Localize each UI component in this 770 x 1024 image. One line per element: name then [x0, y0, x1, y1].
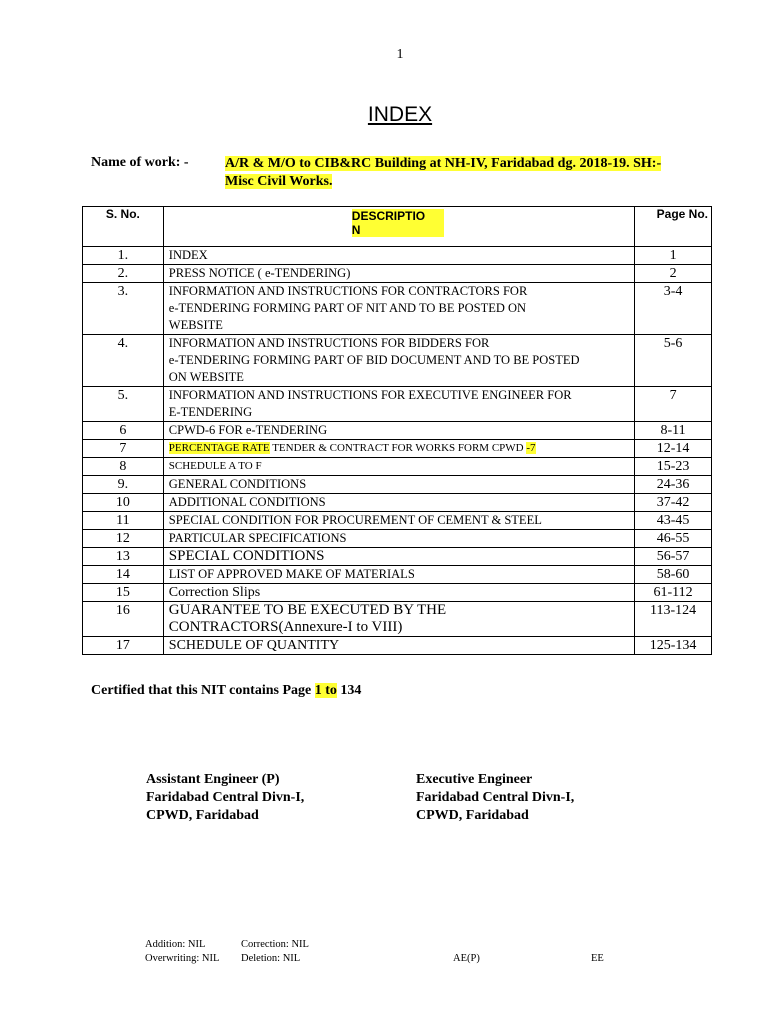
- row-page: 2: [635, 265, 712, 283]
- certified-prefix: Certified that this NIT contains Page: [91, 683, 315, 698]
- row-page: 5-6: [635, 335, 712, 387]
- row-page: 12-14: [635, 440, 712, 458]
- signatory-line: Faridabad Central Divn-I,: [146, 790, 305, 805]
- row-page: 56-57: [635, 548, 712, 566]
- desc-line: INFORMATION AND INSTRUCTIONS FOR BIDDERS FOR: [168, 336, 490, 350]
- name-of-work-value: [225, 155, 705, 191]
- desc-highlight: -7: [526, 442, 536, 454]
- table-row: [83, 530, 712, 548]
- row-description: [163, 548, 634, 566]
- desc-line: SPECIAL CONDITION FOR PROCUREMENT OF CEMENT & STEEL: [168, 513, 542, 527]
- footer-addition: Addition: NIL: [145, 939, 206, 950]
- row-sno: 17: [83, 637, 164, 655]
- row-sno: 2.: [83, 265, 164, 283]
- desc-line: INDEX: [168, 248, 208, 262]
- row-sno: 6: [83, 422, 164, 440]
- header-page-no: Page No.: [635, 207, 712, 247]
- row-page: 61-112: [635, 584, 712, 602]
- table-row: [83, 247, 712, 265]
- table-row: [83, 476, 712, 494]
- desc-line: E-TENDERING: [168, 405, 253, 419]
- table-row: [83, 548, 712, 566]
- desc-line: SPECIAL CONDITIONS: [168, 548, 325, 564]
- desc-line: ADDITIONAL CONDITIONS: [168, 495, 326, 509]
- table-header-row: [83, 207, 712, 247]
- footer-overwriting: Overwriting: NIL: [145, 953, 220, 964]
- row-description: [163, 247, 634, 265]
- row-description: [163, 387, 634, 422]
- row-sno: 5.: [83, 387, 164, 422]
- row-sno: 8: [83, 458, 164, 476]
- signatory-line: Executive Engineer: [416, 772, 533, 787]
- signatory-executive-engineer: [416, 771, 574, 825]
- certified-highlight: 1 to: [314, 683, 337, 698]
- desc-line: GENERAL CONDITIONS: [168, 477, 307, 491]
- footer-correction: Correction: NIL: [241, 939, 309, 950]
- table-row: [83, 512, 712, 530]
- row-page: 15-23: [635, 458, 712, 476]
- footer-ae: AE(P): [453, 953, 480, 964]
- row-page: 7: [635, 387, 712, 422]
- row-description: [163, 566, 634, 584]
- row-description: [163, 530, 634, 548]
- signatory-line: CPWD, Faridabad: [416, 808, 529, 823]
- row-sno: 13: [83, 548, 164, 566]
- row-description: [163, 584, 634, 602]
- table-row: [83, 265, 712, 283]
- row-page: 113-124: [635, 602, 712, 637]
- row-description: [163, 476, 634, 494]
- table-row: [83, 335, 712, 387]
- row-sno: 1.: [83, 247, 164, 265]
- table-row: [83, 387, 712, 422]
- header-description: [163, 207, 634, 247]
- table-row: [83, 637, 712, 655]
- footer-addition-overwriting: [145, 938, 219, 966]
- index-table: [82, 206, 712, 655]
- row-description: [163, 283, 634, 335]
- desc-line: GUARANTEE TO BE EXECUTED BY THE: [168, 602, 447, 618]
- row-sno: 15: [83, 584, 164, 602]
- footer-correction-deletion: [241, 938, 309, 966]
- desc-highlight: PERCENTAGE RATE: [168, 442, 270, 454]
- signatory-line: Assistant Engineer (P): [146, 772, 280, 787]
- desc-line: e-TENDERING FORMING PART OF BID DOCUMENT AND TO BE POSTED: [168, 353, 580, 367]
- row-sno: 9.: [83, 476, 164, 494]
- row-description: [163, 422, 634, 440]
- header-description-line-1: DESCRIPTIO: [352, 209, 444, 223]
- signatory-assistant-engineer: [146, 771, 304, 825]
- signatory-line: Faridabad Central Divn-I,: [416, 790, 575, 805]
- table-row: [83, 494, 712, 512]
- desc-line: CPWD-6 FOR e-TENDERING: [168, 423, 328, 437]
- desc-line: Correction Slips: [168, 585, 261, 600]
- header-description-line-2: N: [352, 223, 444, 237]
- signatory-line: CPWD, Faridabad: [146, 808, 259, 823]
- row-description: [163, 335, 634, 387]
- row-page: 8-11: [635, 422, 712, 440]
- desc-line: LIST OF APPROVED MAKE OF MATERIALS: [168, 567, 415, 581]
- row-page: 46-55: [635, 530, 712, 548]
- row-page: 3-4: [635, 283, 712, 335]
- row-page: 37-42: [635, 494, 712, 512]
- row-page: 24-36: [635, 476, 712, 494]
- table-row: [83, 602, 712, 637]
- row-sno: 4.: [83, 335, 164, 387]
- row-sno: 14: [83, 566, 164, 584]
- row-sno: 16: [83, 602, 164, 637]
- desc-line: SCHEDULE A TO F: [168, 460, 262, 472]
- row-description: [163, 602, 634, 637]
- desc-line: INFORMATION AND INSTRUCTIONS FOR EXECUTIVE ENGINEER FOR: [168, 388, 572, 402]
- footer-ee: EE: [591, 953, 604, 964]
- row-sno: 3.: [83, 283, 164, 335]
- certified-suffix: 134: [336, 683, 362, 698]
- desc-line: PRESS NOTICE ( e-TENDERING): [168, 266, 351, 280]
- table-row: [83, 440, 712, 458]
- name-of-work-line-2: Misc Civil Works.: [225, 174, 333, 189]
- row-page: 125-134: [635, 637, 712, 655]
- desc-line: WEBSITE: [168, 318, 223, 332]
- desc-line: e-TENDERING FORMING PART OF NIT AND TO BE POSTED ON: [168, 301, 527, 315]
- table-row: [83, 458, 712, 476]
- name-of-work-line-1: A/R & M/O to CIB&RC Building at NH-IV, Faridabad dg. 2018-19. SH:-: [225, 156, 662, 171]
- table-row: [83, 566, 712, 584]
- certified-statement: [91, 683, 361, 699]
- page-number: 1: [396, 47, 404, 62]
- desc-line: CONTRACTORS(Annexure-I to VIII): [168, 619, 403, 635]
- row-page: 1: [635, 247, 712, 265]
- row-sno: 10: [83, 494, 164, 512]
- row-page: 43-45: [635, 512, 712, 530]
- desc-line: INFORMATION AND INSTRUCTIONS FOR CONTRACTORS FOR: [168, 284, 528, 298]
- row-page: 58-60: [635, 566, 712, 584]
- row-sno: 11: [83, 512, 164, 530]
- row-description: [163, 494, 634, 512]
- row-sno: 12: [83, 530, 164, 548]
- row-description: [163, 458, 634, 476]
- table-row: [83, 283, 712, 335]
- name-of-work-label: Name of work: -: [91, 155, 189, 170]
- desc-line: ON WEBSITE: [168, 370, 244, 384]
- desc-line: SCHEDULE OF QUANTITY: [168, 638, 340, 653]
- row-description: [163, 637, 634, 655]
- page-title: INDEX: [367, 103, 433, 126]
- row-description: [163, 512, 634, 530]
- footer-deletion: Deletion: NIL: [241, 953, 301, 964]
- header-sno: S. No.: [83, 207, 164, 247]
- row-sno: 7: [83, 440, 164, 458]
- desc-line: TENDER & CONTRACT FOR WORKS FORM CPWD: [269, 442, 527, 454]
- table-row: [83, 422, 712, 440]
- row-description: [163, 265, 634, 283]
- row-description: [163, 440, 634, 458]
- desc-line: PARTICULAR SPECIFICATIONS: [168, 531, 347, 545]
- table-row: [83, 584, 712, 602]
